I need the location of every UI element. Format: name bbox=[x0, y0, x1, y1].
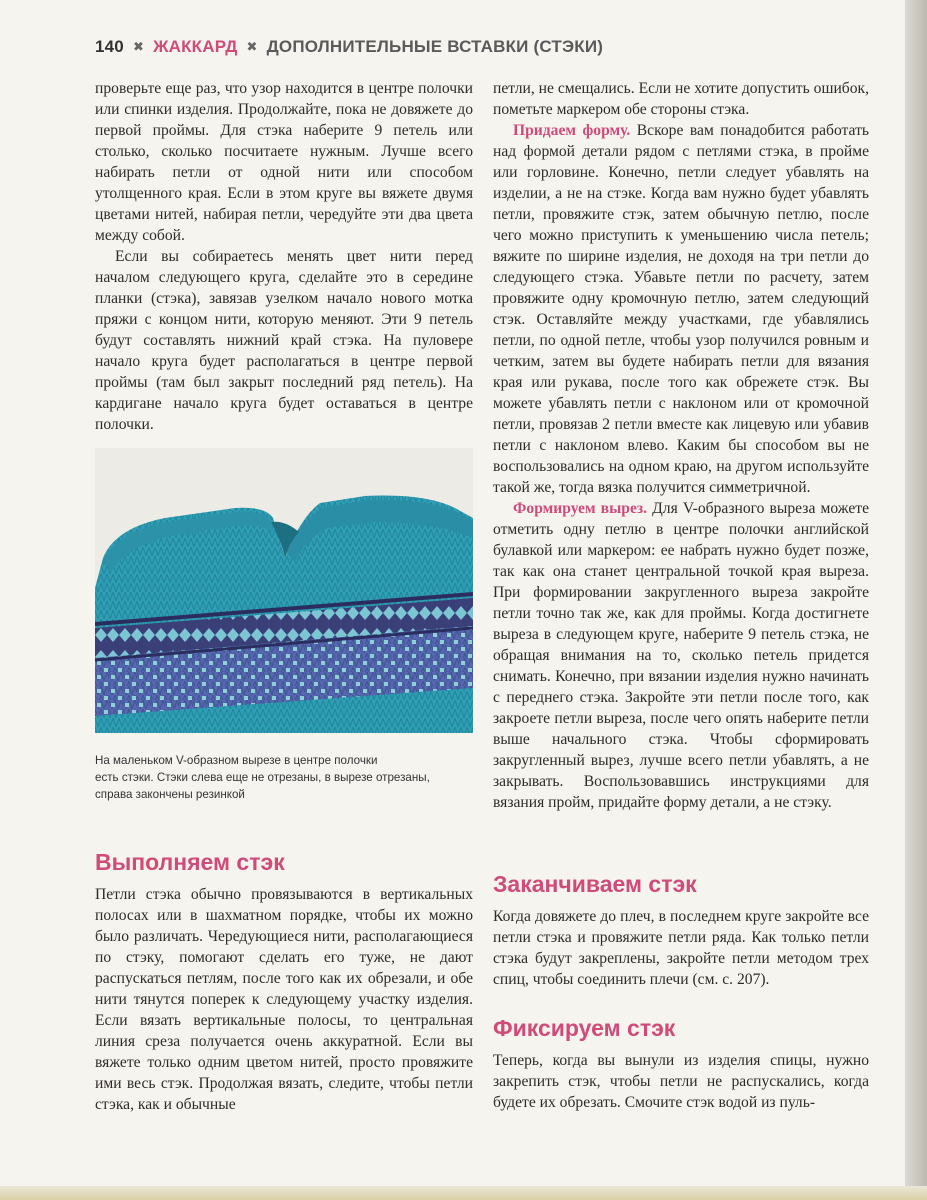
paragraph: проверьте еще раз, что узор находится в центре полочки или спинки изделия. Продолжайте, пока не довяжете до первой проймы. Для стэка наберите 9 петель или столько, сколько посчитаете нужным. Лучше всего набирать петли от одной нити или способом утолщенного края. Если в этом круге вы вяжете двумя цветами нитей, набирая петли, чередуйте эти два цвета между собой. bbox=[95, 80, 473, 244]
run-in-heading: Формируем вырез. bbox=[513, 500, 648, 517]
left-column-text bbox=[95, 78, 473, 435]
right-column-text bbox=[493, 78, 869, 813]
section-fiksiruem bbox=[493, 1014, 869, 1113]
paragraph: Петли стэка обычно провязываются в вертикальных полосах или в шахматном порядке, чтобы их можно было различать. Чередующиеся нити, располагающиеся по стэку, помогают сделать его туже, не дают распускаться петлям, после того как их обрезали, и обе нити тянутся поперек к следующему участку изделия. Если вязать вертикальные полосы, то центральная линия среза получается очень аккуратной. Если вы вяжете только одним цветом нитей, просто провяжите ими весь стэк. Продолжая вязать, следите, чтобы петли стэка, как и обычные bbox=[95, 886, 473, 1113]
run-in-heading: Придаем форму. bbox=[513, 122, 631, 139]
separator-icon: ✖ bbox=[132, 39, 145, 54]
paragraph: Когда довяжете до плеч, в последнем круге закройте все петли стэка и провяжите петли ряда. Как только петли стэка будут закреплены, закройте петли методом трех спиц, чтобы соединить плечи (см. с. 207). bbox=[493, 908, 869, 988]
running-header bbox=[95, 34, 603, 60]
paragraph bbox=[493, 120, 869, 498]
section-heading: Выполняем стэк bbox=[95, 849, 285, 875]
subsection-title: ДОПОЛНИТЕЛЬНЫЕ ВСТАВКИ (СТЭКИ) bbox=[266, 37, 604, 56]
paragraph-body: Для V-образного выреза можете отметить одну петлю в центре полочки английской булавкой или маркером: ее набрать нужно будет позже, так как она станет центральной точкой края выреза. При формировании закругленного выреза закройте петли точно так же, как для проймы. Когда достигнете выреза в следующем круге, наберите 9 петель стэка, не обращая внимания на то, сколько петель придется снимать. Конечно, при вязании изделия нужно начинать с переднего стэка. Закройте эти петли после того, как закроете петли выреза, после чего опять наберите петли выше начального стэка. Чтобы сформировать закругленный вырез, лучше всего петли убавлять, а не закрывать. Воспользовавшись инструкциями для вязания пройм, придайте форму детали, а не стэку. bbox=[493, 500, 869, 811]
paragraph: Теперь, когда вы вынули из изделия спицы, нужно закрепить стэк, чтобы петли не распускались, когда будете их обрезать. Смочите стэк водой из пуль- bbox=[493, 1052, 869, 1111]
caption-line: справа закончены резинкой bbox=[95, 788, 245, 801]
paragraph-body: Вскоре вам понадобится работать над формой детали рядом с петлями стэка, в пройме или горловине. Конечно, петли следует убавлять на изделии, а не на стэке. Когда вам нужно будет убавлять петли, провяжите стэк, затем обычную петлю, после чего можно приступить к уменьшению числа петель; вяжите по ширине изделия, не доходя на три петли до следующего стэка. Убавьте петли по расчету, затем провяжите одну кромочную петлю, затем следующий стэк. Оставляйте между участками, где убавлялись петли, по одной петле, чтобы узор получился ровным и четким, затем вы будете набирать петли для вязания края или рукава, после того как обрежете стэк. Вы можете убавлять петли с наклоном или от кромочной петли, провязав 2 петли вместе как лицевую или убавив петли с наклоном влево. Каким бы способом вы не воспользовались на одном краю, на другом используйте такой же, тогда вязка получится симметричной. bbox=[493, 122, 869, 496]
paragraph: Если вы собираетесь менять цвет нити перед началом следующего круга, сделайте это в середине планки (стэка), завязав узелком начало нового мотка пряжи с концом нити, которую меняют. Эти 9 петель будут составлять нижний край стэка. На пуловере начало круга будет располагаться в центре первой проймы (там был закрыт последний ряд петель). На кардигане начало круга будет оставаться в центре полочки. bbox=[95, 248, 473, 433]
caption-line: На маленьком V-образном вырезе в центре полочки bbox=[95, 754, 378, 767]
photo-caption bbox=[95, 752, 475, 803]
section-vypolnyaem bbox=[95, 848, 473, 1115]
section-heading: Фиксируем стэк bbox=[493, 1015, 676, 1041]
page-number: 140 bbox=[95, 37, 124, 56]
caption-line: есть стэки. Стэки слева еще не отрезаны, в вырезе отрезаны, bbox=[95, 771, 430, 784]
paragraph: петли, не смещались. Если не хотите допустить ошибок, пометьте маркером обе стороны стэка. bbox=[493, 80, 869, 118]
section-zakanchivaem bbox=[493, 870, 869, 990]
scan-bottom-edge bbox=[0, 1186, 927, 1200]
knitted-vest-illustration bbox=[95, 448, 473, 733]
section-heading: Заканчиваем стэк bbox=[493, 871, 697, 897]
section-title: ЖАККАРД bbox=[153, 37, 238, 56]
knitting-photo bbox=[95, 448, 473, 733]
separator-icon: ✖ bbox=[246, 39, 258, 54]
paragraph bbox=[493, 498, 869, 813]
page-edge-shadow bbox=[905, 0, 927, 1200]
